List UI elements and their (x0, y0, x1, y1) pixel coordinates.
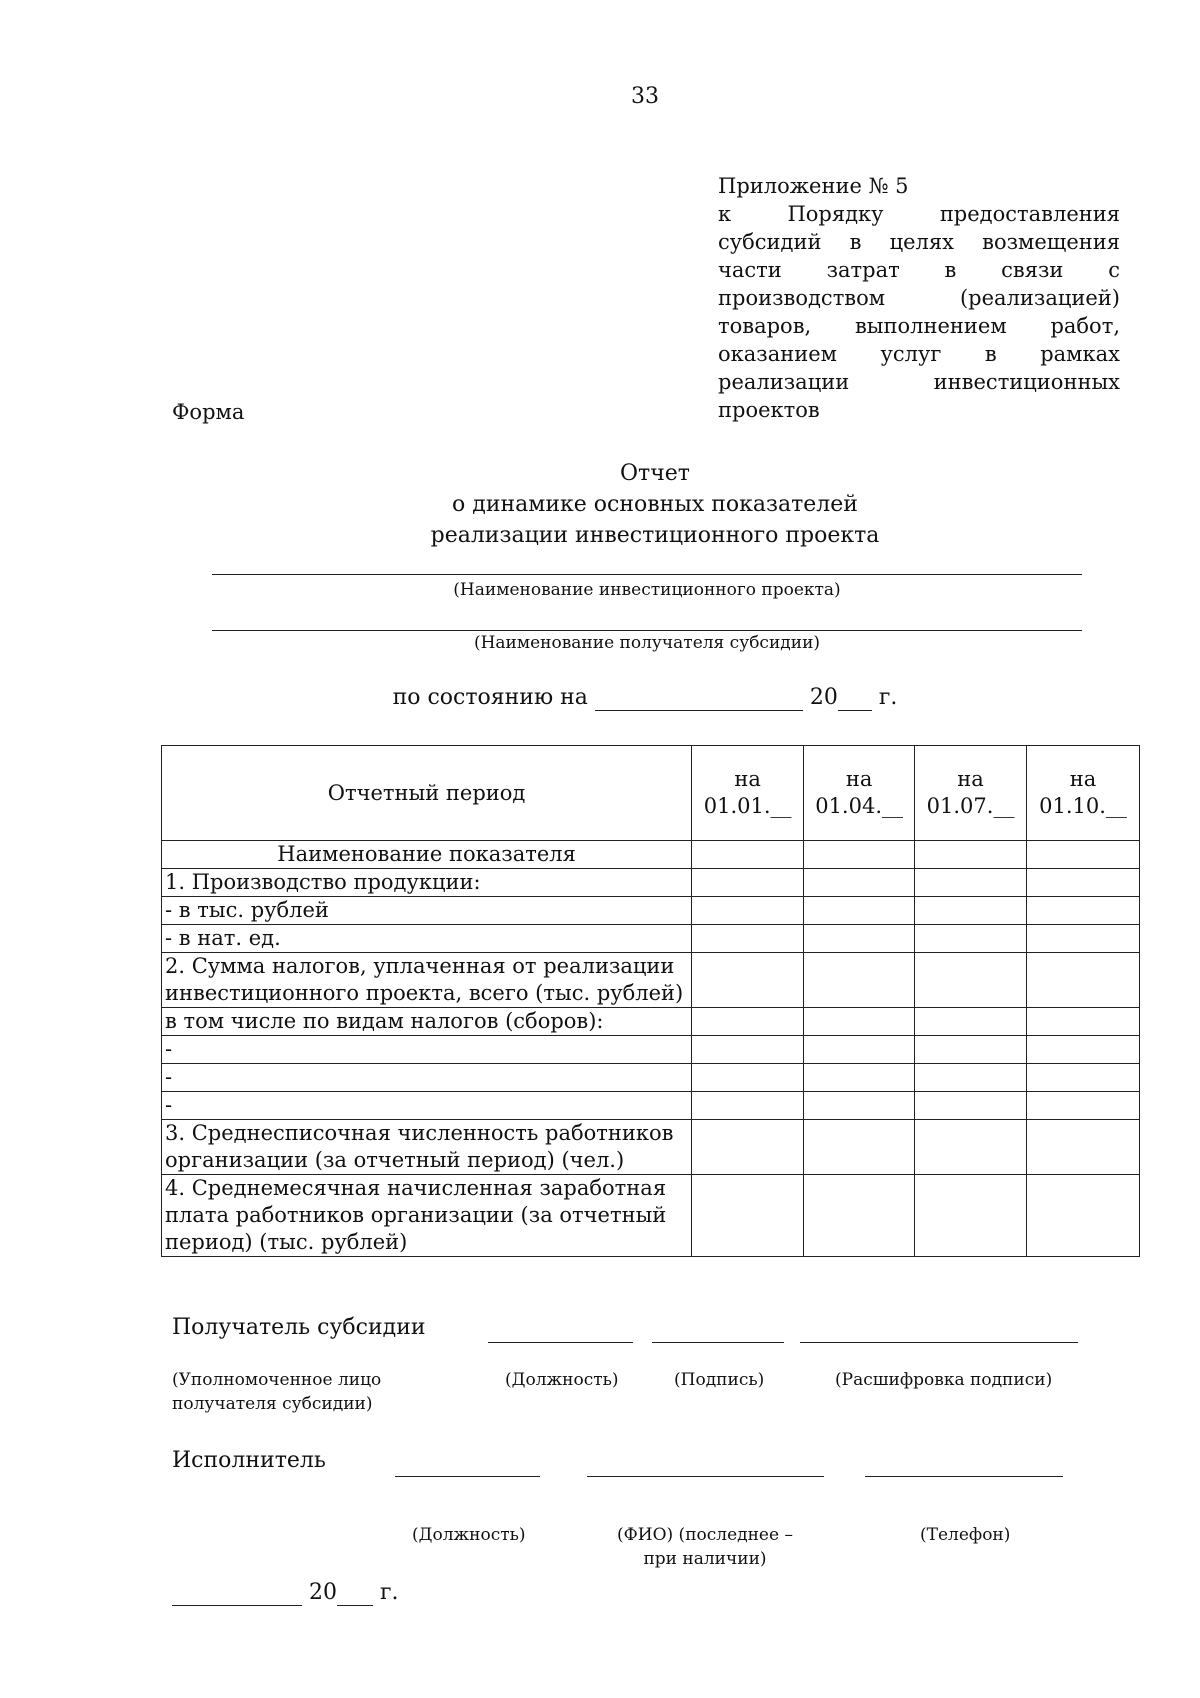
recipient-decoding-line[interactable] (800, 1342, 1078, 1343)
value-cell[interactable] (915, 897, 1027, 925)
date-year-prefix: 20 (309, 1580, 337, 1605)
recipient-name-caption: (Наименование получателя субсидии) (473, 633, 821, 653)
table-row (162, 1008, 1140, 1036)
value-cell[interactable] (692, 1092, 804, 1120)
recipient-decoding-caption: (Расшифровка подписи) (835, 1370, 1053, 1390)
value-cell[interactable] (692, 1175, 804, 1257)
annex-text: к Порядку предоставления субсидий в целях возмещения части затрат в связи с производством (реализацией) товаров, выполнением работ, оказанием услуг в рамках реализации инвестиционных проектов (718, 202, 1120, 422)
indicator-label: - в тыс. рублей (162, 897, 692, 925)
period-column-header: на 01.07.__ (915, 746, 1027, 841)
form-label: Форма (172, 400, 245, 424)
indicator-label: - (162, 1092, 692, 1120)
executor-position-line[interactable] (395, 1476, 540, 1477)
period-column-header: на 01.04.__ (804, 746, 915, 841)
value-cell[interactable] (915, 1175, 1027, 1257)
value-cell[interactable] (1027, 925, 1140, 953)
value-cell[interactable] (915, 1008, 1027, 1036)
value-cell[interactable] (692, 953, 804, 1008)
value-cell[interactable] (692, 869, 804, 897)
report-title-line-1: Отчет (620, 461, 690, 486)
value-cell[interactable] (915, 869, 1027, 897)
period-column-header: на 01.01.__ (692, 746, 804, 841)
recipient-signature-line[interactable] (652, 1342, 784, 1343)
date-year-blank[interactable] (337, 1580, 373, 1606)
value-cell[interactable] (804, 841, 915, 869)
indicator-label: 4. Среднемесячная начисленная заработная плата работников организации (за отчетный период) (тыс. рублей) (162, 1175, 692, 1257)
table-row (162, 1064, 1140, 1092)
value-cell[interactable] (804, 1092, 915, 1120)
value-cell[interactable] (804, 1008, 915, 1036)
indicator-label: 1. Производство продукции: (162, 869, 692, 897)
value-cell[interactable] (1027, 1120, 1140, 1175)
value-cell[interactable] (915, 1092, 1027, 1120)
recipient-signature-caption: (Подпись) (674, 1370, 765, 1390)
indicator-label: 2. Сумма налогов, уплаченная от реализации инвестиционного проекта, всего (тыс. рублей) (162, 953, 692, 1008)
table-row (162, 1175, 1140, 1257)
indicator-label: в том числе по видам налогов (сборов): (162, 1008, 692, 1036)
value-cell[interactable] (915, 1064, 1027, 1092)
value-cell[interactable] (804, 869, 915, 897)
annex-title: Приложение № 5 (718, 174, 909, 198)
indicator-header: Наименование показателя (162, 841, 692, 869)
value-cell[interactable] (692, 1064, 804, 1092)
as-of-prefix: по состоянию на (392, 685, 588, 710)
as-of-year-suffix: г. (878, 685, 898, 710)
table-row (162, 897, 1140, 925)
recipient-position-caption: (Должность) (505, 1370, 619, 1390)
date-blank[interactable] (172, 1580, 302, 1606)
authorized-person-caption: (Уполномоченное лицо получателя субсидии) (172, 1370, 382, 1414)
executor-name-caption: (ФИО) (последнее – при наличии) (617, 1525, 793, 1569)
recipient-label: Получатель субсидии (172, 1315, 426, 1340)
report-title-line-2: о динамике основных показателей (452, 492, 858, 517)
as-of-date-line (0, 685, 1200, 711)
executor-position-caption: (Должность) (412, 1525, 526, 1545)
value-cell[interactable] (1027, 1092, 1140, 1120)
table-header-row (162, 746, 1140, 841)
as-of-year-blank[interactable] (838, 685, 872, 711)
period-header: Отчетный период (162, 746, 692, 841)
value-cell[interactable] (915, 841, 1027, 869)
value-cell[interactable] (1027, 897, 1140, 925)
value-cell[interactable] (692, 841, 804, 869)
value-cell[interactable] (804, 953, 915, 1008)
report-title (0, 458, 1200, 551)
value-cell[interactable] (804, 925, 915, 953)
date-line (172, 1580, 399, 1606)
value-cell[interactable] (692, 897, 804, 925)
indicator-label: - (162, 1036, 692, 1064)
value-cell[interactable] (804, 1036, 915, 1064)
project-name-line[interactable] (212, 574, 1082, 575)
value-cell[interactable] (804, 1064, 915, 1092)
table-row (162, 1092, 1140, 1120)
table-row (162, 1036, 1140, 1064)
value-cell[interactable] (1027, 841, 1140, 869)
value-cell[interactable] (692, 1008, 804, 1036)
value-cell[interactable] (692, 925, 804, 953)
value-cell[interactable] (1027, 1064, 1140, 1092)
annex-block (718, 172, 1120, 424)
value-cell[interactable] (1027, 1175, 1140, 1257)
value-cell[interactable] (915, 1036, 1027, 1064)
table-row (162, 925, 1140, 953)
value-cell[interactable] (915, 1120, 1027, 1175)
recipient-name-line[interactable] (212, 630, 1082, 631)
value-cell[interactable] (692, 1036, 804, 1064)
value-cell[interactable] (1027, 1008, 1140, 1036)
as-of-year-prefix: 20 (809, 685, 838, 710)
executor-name-line[interactable] (587, 1476, 824, 1477)
value-cell[interactable] (804, 1175, 915, 1257)
value-cell[interactable] (1027, 1036, 1140, 1064)
value-cell[interactable] (1027, 869, 1140, 897)
recipient-position-line[interactable] (488, 1342, 633, 1343)
page-number: 33 (631, 84, 659, 109)
period-column-header: на 01.10.__ (1027, 746, 1140, 841)
table-row (162, 1120, 1140, 1175)
indicator-label: 3. Среднесписочная численность работников организации (за отчетный период) (чел.) (162, 1120, 692, 1175)
value-cell[interactable] (915, 953, 1027, 1008)
value-cell[interactable] (804, 1120, 915, 1175)
table-row (162, 869, 1140, 897)
value-cell[interactable] (804, 897, 915, 925)
indicator-label: - (162, 1064, 692, 1092)
table-row (162, 953, 1140, 1008)
table-row (162, 841, 1140, 869)
value-cell[interactable] (1027, 953, 1140, 1008)
as-of-date-blank[interactable] (595, 685, 803, 711)
report-title-line-3: реализации инвестиционного проекта (430, 523, 880, 548)
project-name-caption: (Наименование инвестиционного проекта) (453, 580, 841, 600)
executor-phone-line[interactable] (865, 1476, 1063, 1477)
report-table (161, 745, 1140, 1257)
indicator-label: - в нат. ед. (162, 925, 692, 953)
date-year-suffix: г. (380, 1580, 399, 1605)
value-cell[interactable] (692, 1120, 804, 1175)
executor-label: Исполнитель (172, 1448, 326, 1473)
executor-phone-caption: (Телефон) (920, 1525, 1011, 1545)
value-cell[interactable] (915, 925, 1027, 953)
